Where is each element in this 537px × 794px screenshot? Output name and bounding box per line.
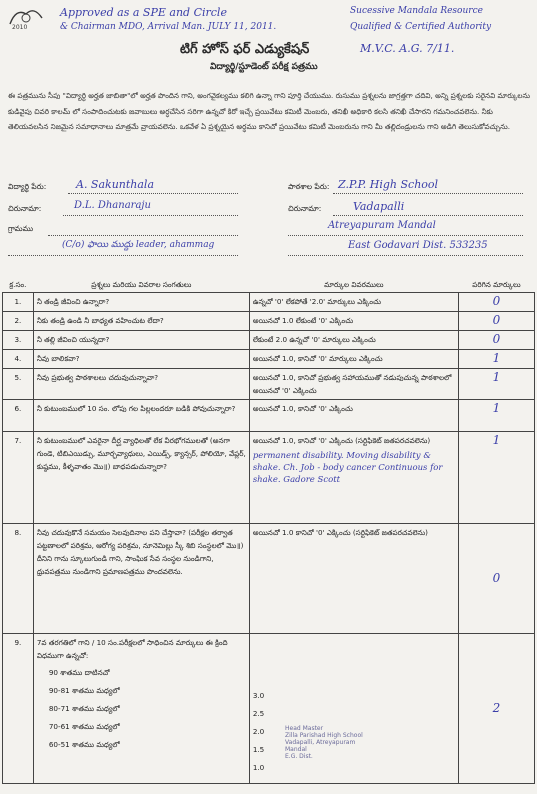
marks-line: 80-71 శాతము మధ్యలో: [48, 704, 120, 713]
address-value-right: Vadapalli: [353, 200, 405, 213]
table-row: [3, 350, 535, 369]
row-scoring: అయినచో 1.0, కానిచో ప్రభుత్వ సహాయముతో నడుపుచున్న పాఠశాలలో అయినచో '0' ఎక్కించు: [249, 369, 458, 400]
village-label: గ్రామము: [8, 224, 34, 233]
school-name-label: పాఠశాల పేరు:: [288, 182, 330, 191]
table-row: [3, 293, 535, 312]
scale-value: 1.5: [252, 745, 265, 754]
row-score: 0: [492, 570, 501, 585]
row-number: 9.: [3, 634, 34, 784]
row-question: నీకు తండ్రి ఉండి నీ బాధ్యత వహించుట లేదా?: [33, 312, 249, 331]
table-row: [3, 312, 535, 331]
row-question: నీ కుటుంబములో ఎవరైనా దీర్ఘ వ్యాధిలతో లేక వీరభోగములతో (అనగా గుండె, టిబిఎయిడ్సు, మూర్ఛవ్యాధులు, ఎయిడ్స్, క్యాన్సర్, పోలియో, వేప్లర్, కుష్ఠము, కీళ్ళవాతం మొ॥) బాధపడుచున్నారా?: [33, 432, 249, 524]
row-question: 7వ తరగతిలో గాని / 10 సం.పరీక్షలలో సాధించిన మార్కులు ఈ క్రింది విధముగా ఉన్నచో:: [36, 638, 228, 660]
row-question: నీవు చదువుకొనే సమయం సెలవుదినాల పని చేస్తావా? (పరీక్షల తర్వాత పట్టణాలలో పరిశ్రమ, ఆరోగ్య పరిశ్రమ, నూనెమిల్లు స్కీ శిబి సంస్థలలో మొ॥) దీనిని గాను స్కూలుగుండి గాని, సాంఘిక సేవ సంస్థల నుండిగాని, ధ్రువపత్రము నుండిగాని ప్రమాణపత్రము పొందవలెను.: [33, 524, 249, 634]
row-scoring: అయినచో 1.0 లేకుంటే '0' ఎక్కించు: [249, 312, 458, 331]
school-name-value: Z.P.P. High School: [338, 178, 439, 191]
row-scoring: అయినచో 1.0, కానిచో '0' మార్కులు ఎక్కించు: [249, 350, 458, 369]
row-score: 1: [492, 370, 501, 384]
marks-line: 90 శాతము దాటినచో: [48, 668, 110, 677]
row-question: నీవు ప్రభుత్వ పాఠశాలలు చదువుచున్నావా?: [33, 369, 249, 400]
scale-value: 2.5: [252, 709, 265, 718]
svg-text:2010: 2010: [12, 24, 28, 30]
row-handwritten-note: permanent disability. Moving disability & shake. Ch. Job - body cancer Continuous for shake. Gadore Scott: [252, 451, 443, 485]
row-question: నీవు బాలికవా?: [33, 350, 249, 369]
row-score: 1: [492, 351, 501, 365]
table-row: [3, 524, 535, 634]
student-name-label: విద్యార్థి పేరు:: [8, 182, 47, 191]
guardian-value: (C/o) ఫాయి ముద్దు leader, ahammag: [62, 240, 215, 250]
scale-value: 1.0: [252, 763, 265, 772]
marks-line: 60-51 శాతము మధ్యలో: [48, 740, 120, 749]
col-header-number: క్ర.సం.: [3, 277, 34, 293]
row-scoring: ఉన్నచో '0' లేకపోతే '2.0' మార్కులు ఎక్కించు: [249, 293, 458, 312]
scale-value: 2.0: [252, 727, 265, 736]
document-title: టిగ్ హోస్ ఫర్ ఎడ్యుకేషన్: [180, 42, 310, 57]
row-score: 1: [492, 401, 501, 415]
row-score: 0: [492, 332, 501, 346]
marks-line: 70-61 శాతము మధ్యలో: [48, 722, 120, 731]
row-scoring: అయినచో 1.0, కానిచో '0' ఎక్కించు (సర్టిఫికెట్ జతపరచవలెను): [252, 436, 431, 445]
row-number: 7.: [3, 432, 34, 524]
table-row: [3, 331, 535, 350]
instructions-paragraph: ఈ పత్రమును సీపు "విద్యార్థి అర్హత జాబితా"లో అర్హత పొందిన గాని, అంగవైకల్యము కలిగి ఉన్నా గాని పూర్తి చేయుము. రుసుము ప్రశ్నలను జాగ్రత్తగా చదివి, అన్ని ప్రశ్నలకు సరైనవి మార్కులను కుడివైపు చివరి కాలమ్ లో సంపాదించుటకు జవాబులు అర్ధచేసిన సరిగా ఉన్నచో కిరో ఇచ్చే ప్రయివేటు కమిటీ మెంబరు, తనిఖీ అధికారి కలసి తనిఖీ చేసారని గమనించవలెను. నీకు తెలియవలసిన నిజమైన సమాధానాలు మాత్రమే వ్రాయవలెను. ఒకవేళ ఏ ప్రశ్నయైన అర్థము కానిచో ప్రయివేటు కమిటీ మెంబరును గాని మీ తల్లిదండ్రులను గాని అడిగి తెలుసుకోవచ్చును.: [8, 91, 531, 131]
right-note-line3: M.V.C. A.G. 7/11.: [360, 42, 455, 55]
row-scoring: అయినచో 1.0, కానిచో '0' ఎక్కించు: [249, 400, 458, 432]
row-question: నీ తల్లి జీవించి యున్నదా?: [33, 331, 249, 350]
stamp-line: Head Master: [285, 725, 324, 732]
row-scoring: అయినచో 1.0 కానిచో '0' ఎక్కించు (సర్టిఫికెట్ జతపరచవలెను): [249, 524, 458, 634]
col-header-scoring: మార్కుల వివరములు: [249, 277, 458, 293]
col-header-score: పరిగిన మార్కులు: [458, 277, 534, 293]
village-value: Atreyapuram Mandal: [328, 220, 436, 231]
row-number: 2.: [3, 312, 34, 331]
row-number: 4.: [3, 350, 34, 369]
table-row: [3, 634, 535, 784]
stamp-line: E.G. Dist.: [285, 753, 313, 760]
row-number: 5.: [3, 369, 34, 400]
approval-note-line1: Approved as a SPE and Circle: [60, 6, 227, 19]
right-note-line1: Sucessive Mandala Resource: [350, 6, 483, 16]
marks-line: 90-81 శాతము మధ్యలో: [48, 686, 120, 695]
row-number: 8.: [3, 524, 34, 634]
row-score: 0: [492, 294, 501, 308]
table-row: [3, 400, 535, 432]
document-subtitle: విద్యార్థి/స్టూడెంట్ పరీక్ష పత్రము: [210, 62, 318, 72]
row-question: నీ తండ్రి జీవించి ఉన్నారా?: [33, 293, 249, 312]
row-number: 6.: [3, 400, 34, 432]
organization-logo-icon: [6, 4, 46, 30]
approval-note-line2: & Chairman MDO, Arrival Man. JULY 11, 2011.: [60, 22, 277, 32]
col-header-question: ప్రశ్నలు మరియు వివరాల సంగతులు: [33, 277, 249, 293]
student-name-value: A. Sakunthala: [76, 178, 155, 191]
row-number: 1.: [3, 293, 34, 312]
row-question: నీ కుటుంబములో 10 సం. లోపు గల పిల్లలందరూ బడికి పోవుచున్నారా?: [33, 400, 249, 432]
row-score: 2: [492, 700, 501, 715]
questionnaire-table: [2, 277, 535, 784]
scale-value: 3.0: [252, 691, 265, 700]
row-score: 1: [492, 433, 501, 447]
school-stamp: [285, 725, 377, 775]
row-number: 3.: [3, 331, 34, 350]
stamp-line: Zilla Parishad High School: [285, 732, 363, 739]
table-row: [3, 432, 535, 524]
table-row: [3, 369, 535, 400]
right-note-line2: Qualified & Certified Authority: [350, 22, 492, 32]
district-value: East Godavari Dist. 533235: [348, 240, 488, 251]
row-score: 0: [492, 313, 501, 327]
address-label: చిరునామా:: [8, 204, 42, 213]
address-label-right: చిరునామా:: [288, 204, 322, 213]
stamp-line: Vadapalli, Atreyapuram Mandal: [285, 739, 356, 753]
address-value: D.L. Dhanaraju: [74, 200, 151, 211]
row-scoring: లేకుంటే 2.0 ఉన్నచో '0' మార్కులు ఎక్కించు: [249, 331, 458, 350]
